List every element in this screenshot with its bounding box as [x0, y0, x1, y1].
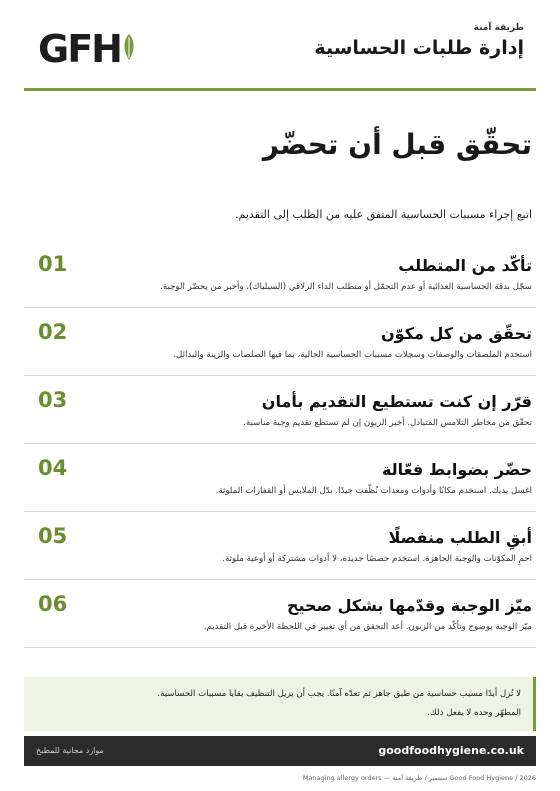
document-meta: Good Food Hygiene / 2026 سبتمبر / طريقة آمنة — Managing allergy orders: [302, 774, 536, 782]
warning-note: [24, 677, 536, 731]
website-link[interactable]: goodfoodhygiene.co.uk: [378, 744, 524, 757]
step-title: تأكّد من المتطلب: [398, 256, 532, 275]
step-item: [24, 580, 536, 648]
step-description: استخدم الملصقات والوصفات وسجلات مسببات الحساسية الحالية، بما فيها الصلصات والزينة والبدائل.: [173, 350, 532, 360]
step-title: تحقّق من كل مكوّن: [381, 324, 532, 343]
step-description: اغسل يديك. استخدم مكانًا وأدوات ومعدات نُظّفت جيدًا. بدّل الملابس أو القفازات الملوثة.: [215, 486, 532, 496]
leaf-icon: [122, 33, 136, 61]
step-number: 05: [38, 524, 68, 548]
footer-bar: [24, 736, 536, 766]
step-title: ميّز الوجبة وقدّمها بشكل صحيح: [286, 596, 532, 615]
header-title: إدارة طلبات الحساسية: [314, 37, 524, 59]
step-number: 03: [38, 388, 68, 412]
step-description: تحقّق من مخاطر التلامس المتبادل. أخبر الزبون إن لم تستطع تقديم وجبة مناسبة.: [243, 418, 532, 428]
step-item: [24, 240, 536, 308]
logo: [38, 27, 136, 71]
step-description: احمِ المكوّنات والوجبة الجاهزة. استخدم حصصًا جديدة، لا أدوات مشتركة أو أوعية ملوثة.: [222, 554, 532, 564]
step-number: 02: [38, 320, 68, 344]
step-number: 04: [38, 456, 68, 480]
page-title: تحقّق قبل أن تحضّر: [262, 128, 532, 161]
header-divider: [24, 88, 536, 91]
step-number: 01: [38, 252, 68, 276]
logo-text: GFH: [38, 27, 121, 71]
step-title: حضّر بضوابط فعّالة: [381, 460, 532, 479]
step-title: أبقِ الطلب منفصلًا: [388, 528, 532, 547]
note-line-1: لا تُزل أبدًا مسبب حساسية من طبق جاهز ثم تعدّه آمنًا. يجب أن يزيل التنظيف بقايا مسببات الحساسية.: [157, 689, 521, 699]
header-titles: [314, 23, 524, 59]
steps-list: [24, 240, 536, 648]
step-item: [24, 308, 536, 376]
step-item: [24, 444, 536, 512]
step-number: 06: [38, 592, 68, 616]
step-item: [24, 376, 536, 444]
footer-tagline: موارد مجانية للمطبخ: [36, 746, 104, 755]
step-item: [24, 512, 536, 580]
step-title: قرّر إن كنت تستطيع التقديم بأمان: [261, 392, 532, 411]
step-description: سجّل بدقة الحساسية الغذائية أو عدم التحمّل أو متطلب الداء الزلاقي (السيلياك)، وأخبر من يحضّر الوجبة.: [160, 282, 532, 292]
eyebrow: طريقة آمنة: [473, 23, 524, 33]
step-description: ميّز الوجبة بوضوح وتأكّد من الزبون. أعد التحقق من أي تغيير في اللحظة الأخيرة قبل التقديم.: [203, 622, 532, 632]
intro-text: اتبع إجراء مسببات الحساسية المتفق عليه من الطلب إلى التقديم.: [235, 208, 532, 221]
note-line-2: المطهّر وحده لا يفعل ذلك.: [427, 707, 521, 718]
header: [24, 18, 536, 88]
